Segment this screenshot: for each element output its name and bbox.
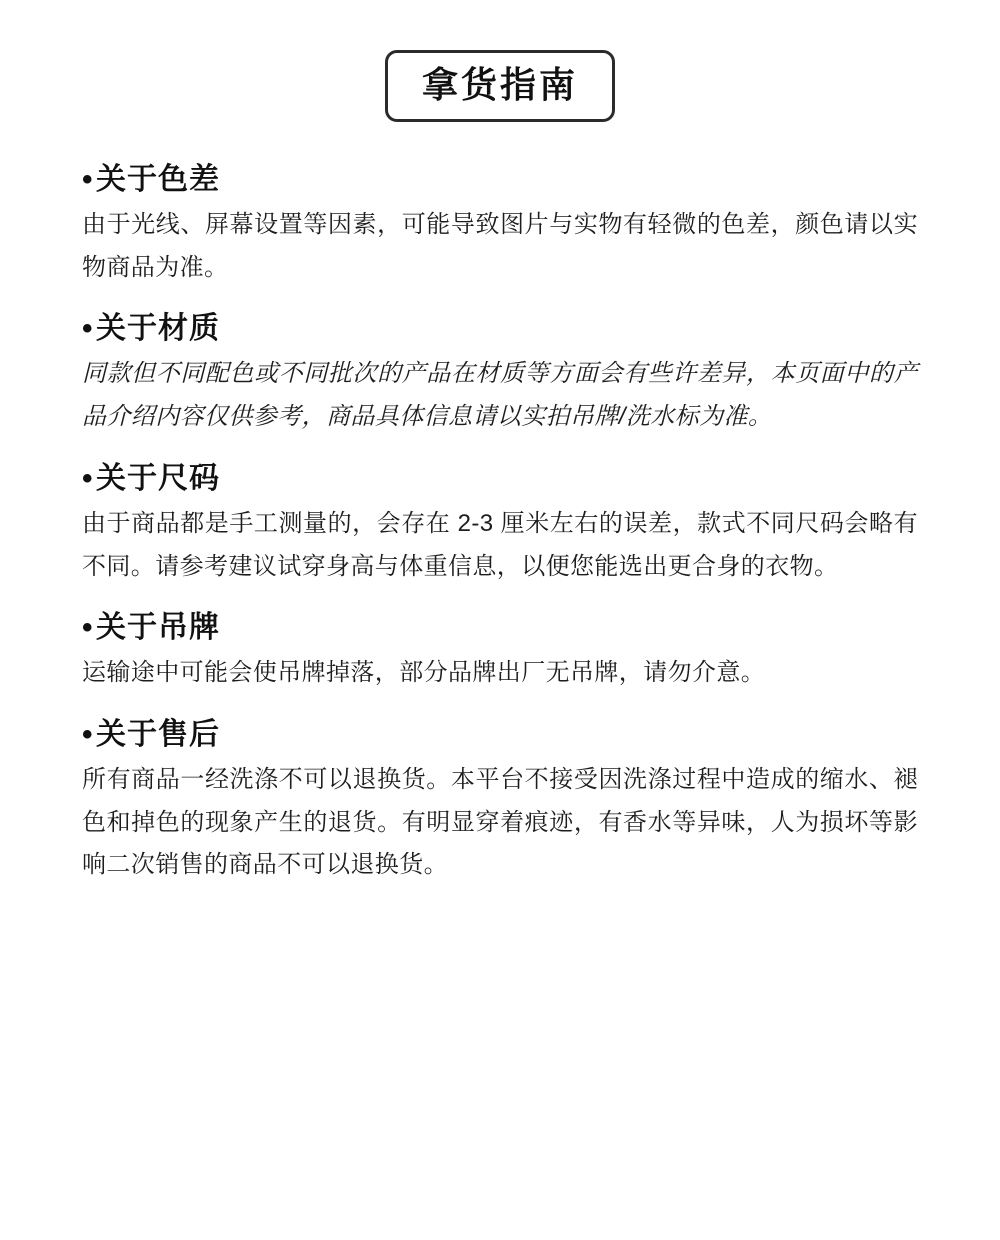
section-body-after-sales: 所有商品一经洗涤不可以退换货。本平台不接受因洗涤过程中造成的缩水、褪色和掉色的现象产生的退货。有明显穿着痕迹，有香水等异味，人为损坏等影响二次销售的商品不可以退换货。 bbox=[82, 766, 918, 879]
section-heading-label: 关于尺码 bbox=[96, 461, 220, 495]
bullet-icon: • bbox=[82, 163, 94, 196]
section-heading-tag bbox=[82, 602, 918, 646]
section-color-difference bbox=[82, 154, 918, 289]
section-heading-label: 关于材质 bbox=[96, 312, 220, 346]
bullet-icon: • bbox=[82, 611, 94, 645]
section-heading-after-sales bbox=[82, 709, 918, 753]
section-material bbox=[82, 303, 918, 438]
section-heading-label: 关于吊牌 bbox=[96, 611, 220, 645]
title-container bbox=[82, 0, 918, 140]
page-title: 拿货指南 bbox=[385, 50, 615, 122]
section-body-material: 同款但不同配色或不同批次的产品在材质等方面会有些许差异，本页面中的产品介绍内容仅供参考，商品具体信息请以实拍吊牌/洗水标为准。 bbox=[82, 360, 918, 431]
bullet-icon: • bbox=[82, 718, 94, 752]
section-body-tag: 运输途中可能会使吊牌掉落，部分品牌出厂无吊牌，请勿介意。 bbox=[82, 659, 766, 687]
section-body-size: 由于商品都是手工测量的，会存在 2-3 厘米左右的误差，款式不同尺码会略有不同。请参考建议试穿身高与体重信息，以便您能选出更合身的衣物。 bbox=[82, 509, 918, 580]
section-heading-size bbox=[82, 453, 918, 497]
section-body-color-difference: 由于光线、屏幕设置等因素，可能导致图片与实物有轻微的色差，颜色请以实物商品为准。 bbox=[82, 211, 918, 281]
section-heading-label: 关于色差 bbox=[96, 163, 220, 196]
section-size bbox=[82, 453, 918, 588]
section-heading-color-difference bbox=[82, 154, 918, 198]
section-after-sales bbox=[82, 709, 918, 887]
bullet-icon: • bbox=[82, 461, 94, 495]
section-heading-material bbox=[82, 303, 918, 347]
bullet-icon: • bbox=[82, 312, 94, 346]
section-tag bbox=[82, 602, 918, 695]
section-heading-label: 关于售后 bbox=[96, 718, 220, 752]
